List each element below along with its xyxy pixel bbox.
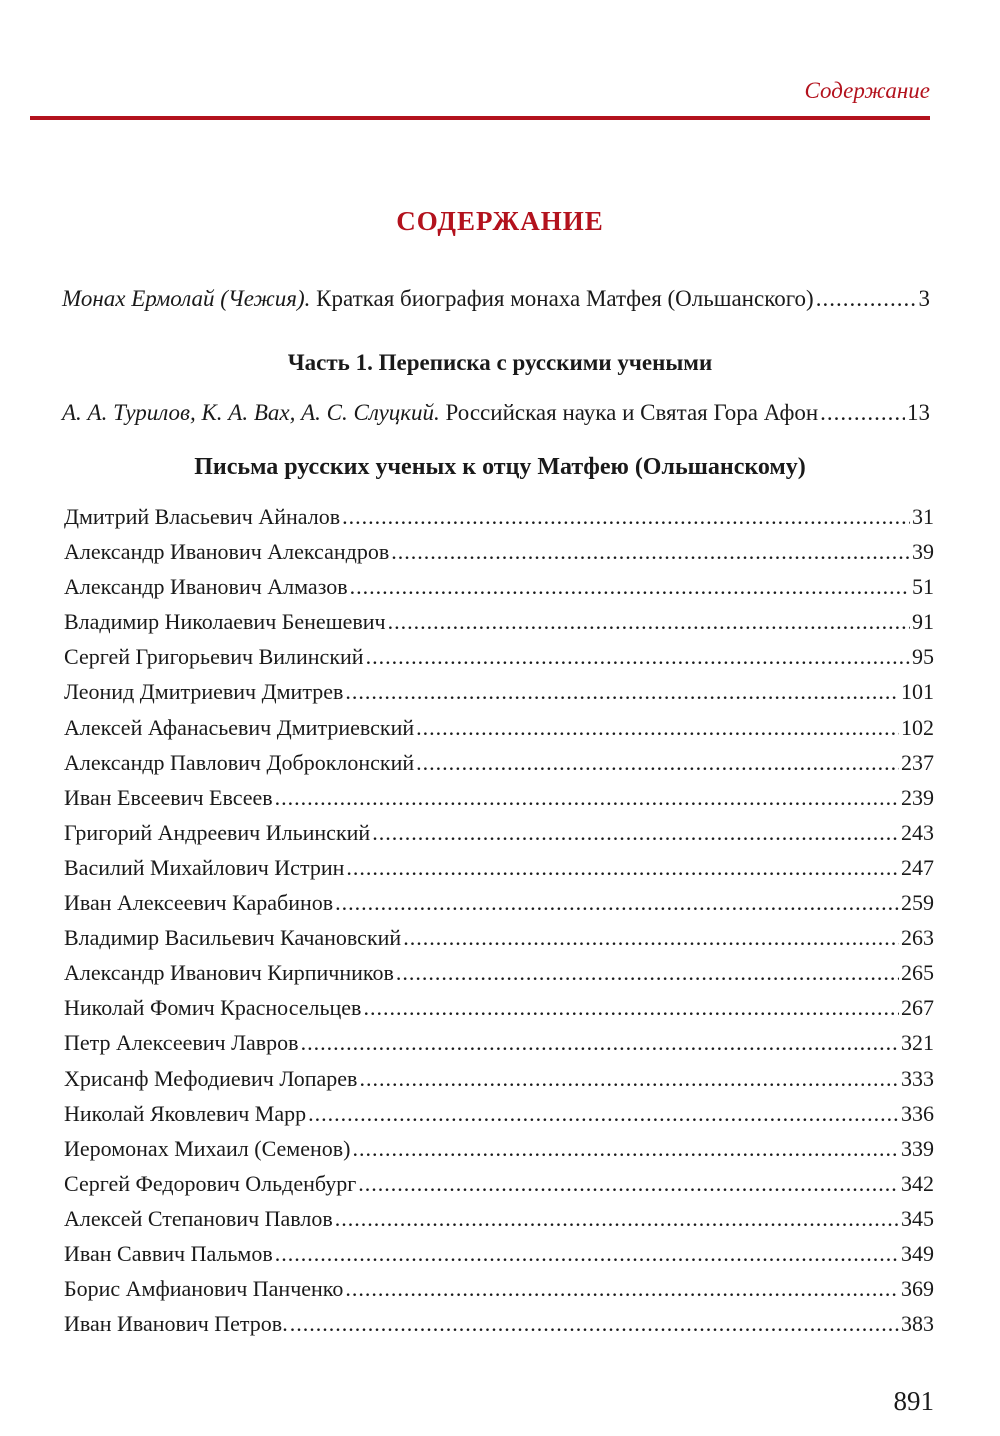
toc-entry[interactable] <box>64 504 934 539</box>
entry-page: 31 <box>912 504 934 529</box>
dot-leader <box>350 574 910 600</box>
entry-name: Александр Иванович Александров <box>64 539 390 565</box>
entry-page: 239 <box>901 784 934 810</box>
entry-page: 263 <box>901 925 934 951</box>
entry-page: 101 <box>901 679 934 705</box>
toc-entries-list <box>64 504 934 1346</box>
toc-entry[interactable] <box>64 1101 934 1136</box>
dot-leader <box>352 1136 899 1162</box>
entry-name: Александр Иванович Алмазов <box>64 574 348 600</box>
entry-author: А. А. Турилов, К. А. Вах, А. С. Слуцкий. <box>62 400 440 425</box>
dot-leader <box>346 855 899 881</box>
entry-name: Николай Яковлевич Марр <box>64 1100 307 1126</box>
entry-name: Сергей Григорьевич Вилинский <box>64 644 364 670</box>
entry-name: Алексей Афанасьевич Дмитриевский <box>64 714 415 740</box>
entry-name: Иван Евсеевич Евсеев <box>64 784 273 810</box>
toc-entry[interactable] <box>64 1311 934 1346</box>
entry-page: 243 <box>901 819 934 845</box>
entry-page: 91 <box>912 609 934 635</box>
toc-entry[interactable] <box>64 750 934 785</box>
part1-heading: Часть 1. Переписка с русскими учеными <box>287 350 713 375</box>
entry-page: 333 <box>901 1065 934 1091</box>
dot-leader <box>275 785 899 811</box>
dot-leader <box>345 679 899 705</box>
toc-entry[interactable] <box>64 1136 934 1171</box>
toc-entry[interactable] <box>64 644 934 679</box>
entry-name: Иван Алексеевич Карабинов <box>64 890 334 916</box>
dot-leader <box>416 715 899 741</box>
entry-name: Борис Амфианович Панченко <box>64 1276 344 1302</box>
dot-leader <box>363 995 899 1021</box>
entry-page: 349 <box>901 1240 934 1266</box>
letters-heading: Письма русских ученых к отцу Матфею (Ольшанскому) <box>194 454 806 480</box>
toc-entry[interactable] <box>64 679 934 714</box>
toc-entry[interactable] <box>64 1171 934 1206</box>
entry-name: Леонид Дмитриевич Дмитрев <box>64 679 344 705</box>
dot-leader <box>416 750 899 776</box>
dot-leader <box>342 504 910 530</box>
entry-page: 237 <box>901 749 934 775</box>
toc-entry-part1-article[interactable] <box>62 400 930 426</box>
entry-title: Российская наука и Святая Гора Афон <box>445 400 819 425</box>
entry-page: 39 <box>912 539 934 565</box>
entry-name: Алексей Степанович Павлов <box>64 1205 333 1231</box>
entry-name: Иеромонах Михаил (Семенов) <box>64 1135 351 1161</box>
entry-page: 383 <box>901 1311 934 1337</box>
dot-leader <box>820 400 905 426</box>
toc-entry[interactable] <box>64 890 934 925</box>
entry-page: 336 <box>901 1100 934 1126</box>
toc-entry[interactable] <box>64 820 934 855</box>
toc-entry[interactable] <box>64 960 934 995</box>
dot-leader <box>372 820 899 846</box>
toc-entry[interactable] <box>64 609 934 644</box>
entry-name: Петр Алексеевич Лавров <box>64 1030 299 1056</box>
toc-entry[interactable] <box>64 539 934 574</box>
entry-page: 342 <box>901 1170 934 1196</box>
dot-leader <box>403 925 899 951</box>
toc-entry[interactable] <box>64 855 934 890</box>
entry-page: 369 <box>901 1276 934 1302</box>
toc-entry[interactable] <box>64 995 934 1030</box>
entry-name: Иван Саввич Пальмов <box>64 1240 273 1266</box>
dot-leader <box>391 539 910 565</box>
dot-leader <box>290 1311 899 1337</box>
entry-name: Дмитрий Власьевич Айналов <box>64 504 341 529</box>
toc-entry-intro[interactable] <box>62 286 930 312</box>
toc-entry[interactable] <box>64 785 934 820</box>
dot-leader <box>816 286 917 312</box>
toc-entry[interactable] <box>64 925 934 960</box>
dot-leader <box>335 1206 899 1232</box>
entry-page: 339 <box>901 1135 934 1161</box>
dot-leader <box>335 890 899 916</box>
entry-name: Владимир Николаевич Бенешевич <box>64 609 386 635</box>
entry-page: 265 <box>901 960 934 986</box>
dot-leader <box>308 1101 899 1127</box>
entry-name: Григорий Андреевич Ильинский <box>64 819 371 845</box>
toc-entry[interactable] <box>64 1241 934 1276</box>
entry-page: 3 <box>918 286 930 311</box>
page-number: 891 <box>893 1386 934 1416</box>
entry-name: Василий Михайлович Истрин <box>64 854 345 880</box>
toc-entry[interactable] <box>64 1276 934 1311</box>
entry-page: 51 <box>912 574 934 600</box>
toc-entry[interactable] <box>64 1206 934 1241</box>
dot-leader <box>359 1066 899 1092</box>
entry-page: 95 <box>912 644 934 670</box>
entry-name: Сергей Федорович Ольденбург <box>64 1170 357 1196</box>
entry-page: 321 <box>901 1030 934 1056</box>
toc-entry[interactable] <box>64 1030 934 1065</box>
toc-entry[interactable] <box>64 715 934 750</box>
entry-name: Александр Иванович Кирпичников <box>64 960 394 986</box>
dot-leader <box>388 609 910 635</box>
toc-entry[interactable] <box>64 574 934 609</box>
entry-page: 345 <box>901 1205 934 1231</box>
entry-page: 102 <box>901 714 934 740</box>
entry-name: Николай Фомич Красносельцев <box>64 995 362 1021</box>
entry-author: Монах Ермолай (Чежия). <box>62 286 311 311</box>
dot-leader <box>345 1276 899 1302</box>
entry-name: Хрисанф Мефодиевич Лопарев <box>64 1065 358 1091</box>
entry-page: 13 <box>907 400 930 425</box>
page-title: СОДЕРЖАНИЕ <box>396 206 604 236</box>
entry-name: Владимир Васильевич Качановский <box>64 925 402 951</box>
dot-leader <box>366 644 910 670</box>
entry-page: 247 <box>901 854 934 880</box>
toc-entry[interactable] <box>64 1066 934 1101</box>
dot-leader <box>275 1241 899 1267</box>
entry-page: 267 <box>901 995 934 1021</box>
header-rule <box>30 116 930 120</box>
dot-leader <box>358 1171 899 1197</box>
dot-leader <box>301 1030 899 1056</box>
entry-page: 259 <box>901 890 934 916</box>
entry-title: Краткая биография монаха Матфея (Ольшанского) <box>316 286 814 311</box>
entry-name: Александр Павлович Доброклонский <box>64 749 415 775</box>
entry-name: Иван Иванович Петров. <box>64 1311 288 1337</box>
dot-leader <box>396 960 899 986</box>
running-header: Содержание <box>804 78 930 103</box>
